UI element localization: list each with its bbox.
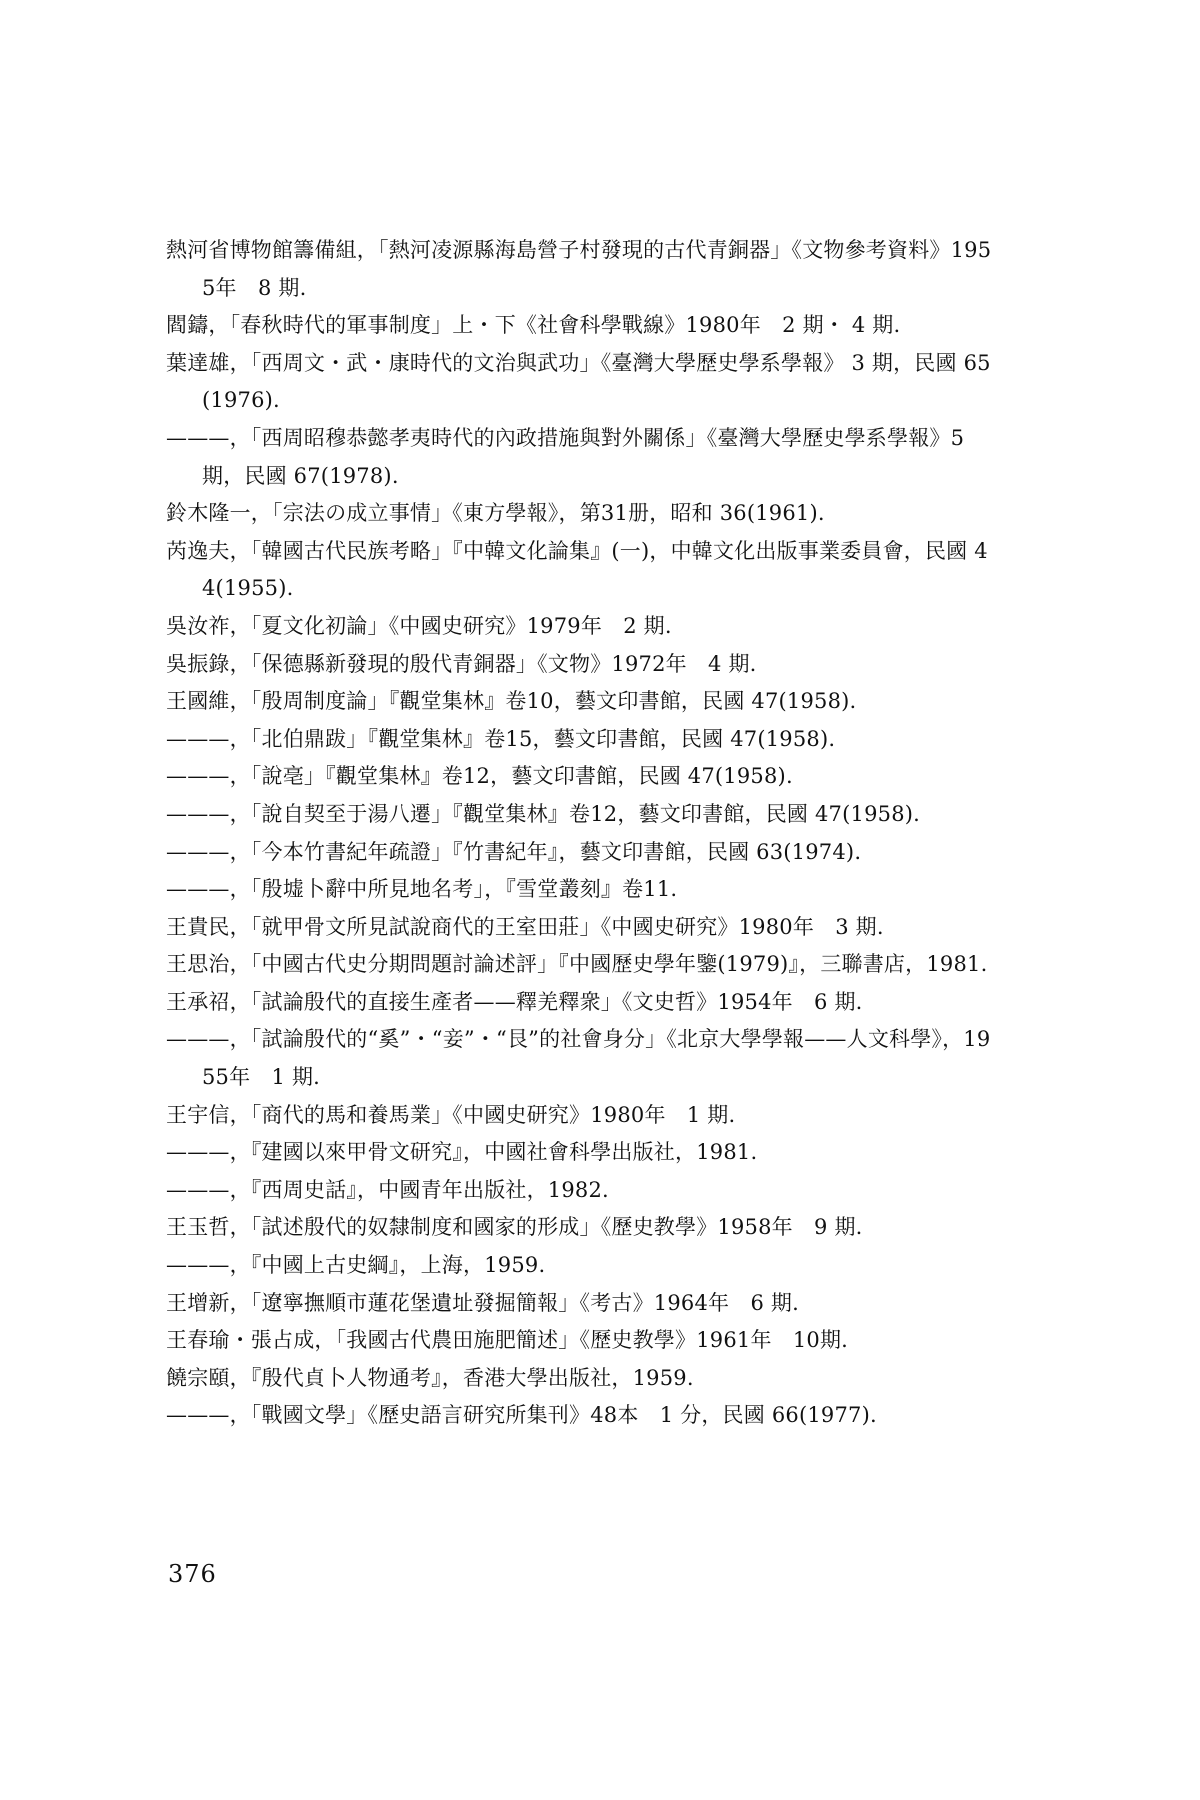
bibliography-entry: ———，「西周昭穆恭懿孝夷時代的內政措施與對外關係」《臺灣大學歷史學系學報》5 期，民國 67(1978). xyxy=(166,425,965,488)
bibliography-entry: 閻鑄，「春秋時代的軍事制度」上・下《社會科學戰線》1980年 2 期・ 4 期. xyxy=(166,313,901,338)
bibliography-entry: 芮逸夫，「韓國古代民族考略」『中韓文化論集』(一)，中韓文化出版事業委員會，民國 44(1955). xyxy=(166,538,988,601)
bibliography-entry: 王春瑜・張占成，「我國古代農田施肥簡述」《歷史教學》1961年 10期. xyxy=(166,1328,849,1353)
bibliography-list xyxy=(166,232,996,1435)
bibliography-entry: ———，『中國上古史綱』，上海，1959. xyxy=(166,1253,546,1278)
page-number: 376 xyxy=(168,1560,217,1588)
bibliography-entry: 王玉哲，「試述殷代的奴隸制度和國家的形成」《歷史教學》1958年 9 期. xyxy=(166,1215,863,1240)
bibliography-entry: 王國維，「殷周制度論」『觀堂集林』卷10，藝文印書館，民國 47(1958). xyxy=(166,689,857,714)
bibliography-entry: ———，「北伯鼎跋」『觀堂集林』卷15，藝文印書館，民國 47(1958). xyxy=(166,726,836,751)
bibliography-entry: 葉達雄，「西周文・武・康時代的文治與武功」《臺灣大學歷史學系學報》 3 期，民國 65(1976). xyxy=(166,350,991,413)
bibliography-entry: 王思治，「中國古代史分期問題討論述評」『中國歷史學年鑒(1979)』，三聯書店，1981. xyxy=(166,952,988,977)
bibliography-entry: ———，「戰國文學」《歷史語言研究所集刊》48本 1 分，民國 66(1977). xyxy=(166,1403,877,1428)
bibliography-entry: 王增新，「遼寧撫順市蓮花堡遺址發掘簡報」《考古》1964年 6 期. xyxy=(166,1290,799,1315)
bibliography-entry: ———，「試論殷代的“奚”・“妾”・“艮”的社會身分」《北京大學學報——人文科學》，1955年 1 期. xyxy=(166,1027,991,1090)
bibliography-entry: ———，「說亳」『觀堂集林』卷12，藝文印書館，民國 47(1958). xyxy=(166,764,793,789)
bibliography-entry: 鈴木隆一，「宗法の成立事情」《東方學報》，第31册，昭和 36(1961). xyxy=(166,501,825,526)
bibliography-entry: 吳汝祚，「夏文化初論」《中國史研究》1979年 2 期. xyxy=(166,613,672,638)
bibliography-entry: 王承祒，「試論殷代的直接生產者——釋羌釋衆」《文史哲》1954年 6 期. xyxy=(166,989,863,1014)
bibliography-entry: ———，『西周史話』，中國青年出版社，1982. xyxy=(166,1177,609,1202)
bibliography-entry: 饒宗頤，『殷代貞卜人物通考』，香港大學出版社，1959. xyxy=(166,1365,694,1390)
bibliography-entry: 熱河省博物館籌備組，「熱河凌源縣海島營子村發現的古代青銅器」《文物參考資料》1955年 8 期. xyxy=(166,238,992,300)
bibliography-entry: 王宇信，「商代的馬和養馬業」《中國史研究》1980年 1 期. xyxy=(166,1102,736,1127)
bibliography-entry: ———，「殷墟卜辭中所見地名考」，『雪堂叢刻』卷11. xyxy=(166,877,678,902)
bibliography-entry: ———，「說自契至于湯八遷」『觀堂集林』卷12，藝文印書館，民國 47(1958). xyxy=(166,801,921,826)
bibliography-entry: ———，「今本竹書紀年疏證」『竹書紀年』，藝文印書館，民國 63(1974). xyxy=(166,839,862,864)
bibliography-entry: 吳振錄，「保德縣新發現的殷代青銅器」《文物》1972年 4 期. xyxy=(166,651,757,676)
bibliography-entry: 王貴民，「就甲骨文所見試說商代的王室田莊」《中國史研究》1980年 3 期. xyxy=(166,914,884,939)
bibliography-entry: ———，『建國以來甲骨文研究』，中國社會科學出版社，1981. xyxy=(166,1140,758,1165)
